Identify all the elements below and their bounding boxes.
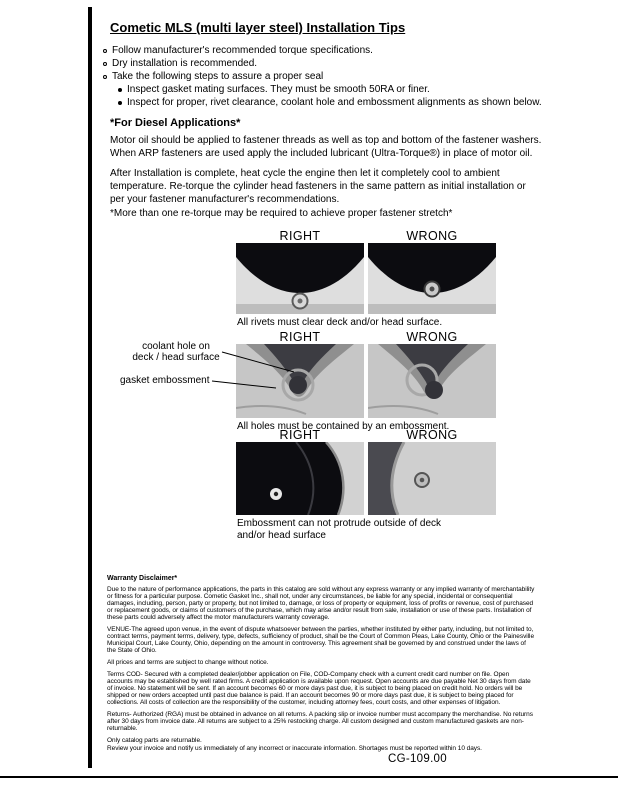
- tip-bullet-3: [103, 71, 323, 83]
- page-title: Cometic MLS (multi layer steel) Installation Tips: [110, 20, 406, 35]
- row1-caption: All rivets must clear deck and/or head surface.: [237, 317, 443, 328]
- tip-sub-bullet-1: [118, 84, 430, 96]
- page-code: CG-109.00: [388, 753, 447, 765]
- open-bullet-icon: [103, 62, 107, 66]
- warranty-closing-line: Review your invoice and notify us immediately of any incorrect or inaccurate information. Shortages must be reported within 10 days.: [107, 745, 482, 752]
- row2-right-label: RIGHT: [279, 330, 321, 344]
- diesel-heading: *For Diesel Applications*: [110, 117, 241, 129]
- coolant-hole-annotation: coolant hole on deck / head surface: [132, 341, 220, 363]
- row2-caption: All holes must be contained by an embossment.: [237, 421, 450, 432]
- tip-text: Inspect for proper, rivet clearance, coolant hole and embossment alignments as shown below.: [127, 97, 542, 108]
- warranty-heading: Warranty Disclaimer*: [107, 575, 178, 582]
- open-bullet-icon: [103, 75, 107, 79]
- warranty-paragraph: Due to the nature of performance applications, the parts in this catalog are sold without any express warranty or any implied warranty of merchantability or fitness for a particular purpose. Cometic Gasket Inc., shall not, under any circumstances, be liable for any special, incidental or consequential damages, including, person, party or property, but not limited to, damage, or loss of property or equipment, loss of profits or revenue, cost of purchased or replacement goods, or claims of customers of the purchase, which may arise and/or result from sale, installation or use of these parts. Installation of these parts could adversely affect the motor manufacturers warranty coverage.: [107, 586, 535, 621]
- warranty-paragraph: All prices and terms are subject to change without notice.: [107, 659, 269, 666]
- embossment-protrusion-right-image: [236, 442, 364, 515]
- coolant-hole-icon: [289, 376, 307, 394]
- row3-right-label: RIGHT: [279, 428, 321, 442]
- row1-wrong-label: WRONG: [406, 229, 458, 243]
- embossment-protrusion-wrong-image: [368, 442, 496, 515]
- row3-caption: Embossment can not protrude outside of deck and/or head surface: [237, 518, 442, 541]
- warranty-closing-line: Only catalog parts are returnable.: [107, 737, 202, 744]
- rivet-clearance-right-image: [236, 243, 364, 314]
- tip-text: Follow manufacturer's recommended torque specifications.: [112, 45, 373, 56]
- rivet-clearance-wrong-image: [368, 243, 496, 314]
- warranty-paragraph: Returns- Authorized (RGA) must be obtained in advance on all returns. A packing slip or invoice number must accompany the merchandise. No returns after 30 days from invoice date. All returns are subject to a 25% restocking charge. All custom designed and custom manufactured gaskets are non-returnable.: [107, 711, 533, 732]
- tip-bullet-2: [103, 58, 257, 70]
- embossment-containment-wrong-image: [368, 344, 496, 418]
- diesel-paragraph-2: After Installation is complete, heat cycle the engine then let it completely cool to ambient temperature. Re-torque the cylinder head fasteners in the same pattern as initial installation or per your fastener manufacturer's recommendations.: [110, 168, 526, 205]
- warranty-paragraph: VENUE-The agreed upon venue, in the event of dispute whatsoever between the parties, whether instituted by either party, including, but not limited to, contract terms, payment terms, delivery, type, defects, sufficiency of product, shall be the Court of Common Pleas, Lake County, Ohio or the Painesville Municipal Court, Lake County, Ohio, depending on the amount in controversy. This agreement shall be governed by and construed under the laws of the State of Ohio.: [107, 626, 535, 654]
- diesel-paragraph-1: Motor oil should be applied to fastener threads as well as top and bottom of the fastener washers. When ARP fasteners are used apply the included lubricant (Ultra-Torque®) in place of motor oil.: [110, 135, 542, 159]
- warranty-paragraph: Terms COD- Secured with a completed dealer/jobber application on File, COD-Company check with a current credit card number on file. Open accounts may be established by well rated firms. A credit application is available upon request. Open accounts are due payable Net 30 days from date of invoice. No statement will be sent. If an account becomes 60 or more days past due, it is subject to being placed on credit hold. No orders will be shipped or new orders accepted until past due balance is paid. If an account becomes 90 or more days past due, it is subject to being placed for collections. All costs of collection are the responsibility of the customer, including attorney fees, court costs, and other expenses of litigation.: [107, 671, 531, 706]
- row1-right-label: RIGHT: [279, 229, 321, 243]
- row3-wrong-label: WRONG: [406, 428, 458, 442]
- filled-bullet-icon: [118, 101, 122, 105]
- retorque-note: *More than one re-torque may be required to achieve proper fastener stretch*: [110, 208, 453, 219]
- embossment-containment-right-image: [236, 344, 364, 418]
- tip-bullet-1: [103, 45, 373, 57]
- tip-text: Inspect gasket mating surfaces. They must be smooth 50RA or finer.: [127, 84, 430, 95]
- warranty-disclaimer: [107, 575, 535, 757]
- gasket-embossment-annotation: gasket embossment: [120, 375, 210, 386]
- bottom-rule: [0, 776, 618, 778]
- filled-bullet-icon: [118, 88, 122, 92]
- open-bullet-icon: [103, 49, 107, 53]
- row2-wrong-label: WRONG: [406, 330, 458, 344]
- coolant-hole-icon: [425, 381, 443, 399]
- tip-sub-bullet-2: [118, 97, 542, 109]
- left-margin-rule: [88, 7, 92, 768]
- tip-text: Take the following steps to assure a proper seal: [112, 71, 324, 82]
- tip-text: Dry installation is recommended.: [112, 58, 258, 69]
